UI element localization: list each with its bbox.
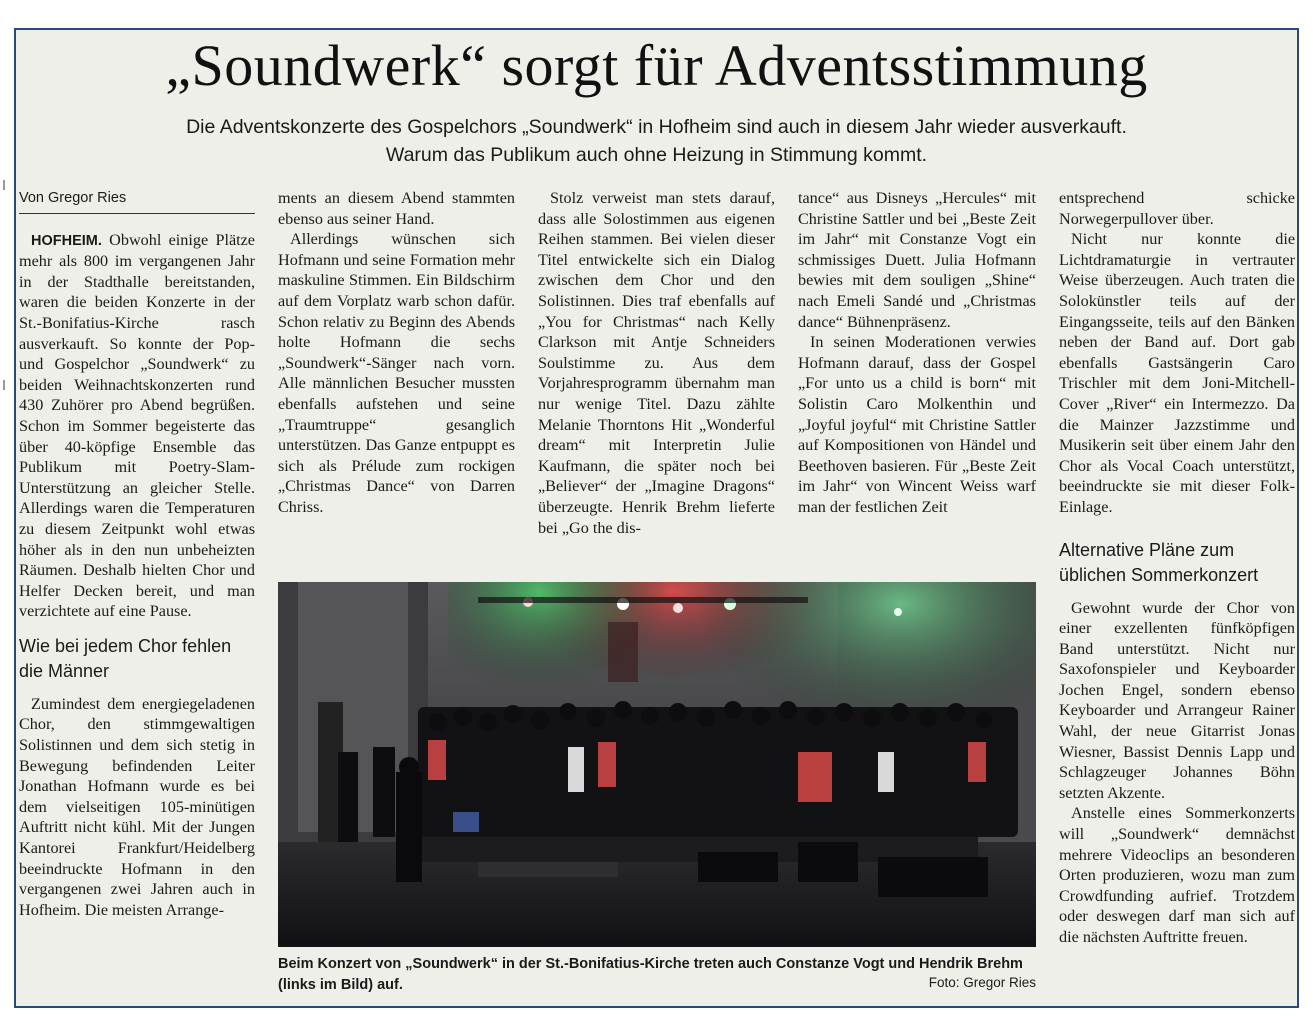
subheadline-line: Die Adventskonzerte des Gospelchors „Soundwerk“ in Hofheim sind auch in diesem Jahr wieder ausverkauft. [186,116,1127,138]
paragraph: ments an diesem Abend stammten ebenso aus seiner Hand. [278,189,515,228]
subheading: Wie bei jedem Chor fehlen die Männer [19,635,232,681]
paragraph: Zumindest dem energiegeladenen Chor, den stimmgewaltigen Solistinnen und dem sich stetig in Bewegung befindenden Leiter Jonathan Hofmann wurde es bei dem vielseitigen 105-minütigen Auftritt nicht kühl. Mit der Jungen Kantorei Frankfurt/Heidelberg beeindruckte Hofmann in den vergangenen zwei Jahren auch in Hofheim. Die meisten Arrange- [19,694,255,919]
dateline: HOFHEIM. [31,232,102,249]
subheadline-line: Warum das Publikum auch ohne Heizung in Stimmung kommt. [385,144,928,166]
article-column-5 [1059,188,1295,948]
article-column-3 [538,188,775,538]
margin-mark [3,380,5,390]
paragraph [19,230,255,622]
subheading: Alternative Pläne zum üblichen Sommerkonzert [1059,539,1259,585]
paragraph: In seinen Moderationen verwies Hofmann darauf, dass der Gospel „For unto us a child is born“ mit Solistin Caro Molkenthin und „Joyful joyful“ mit Christine Sattler auf Kompositionen von Händel und Beethoven basieren. Für „Beste Zeit im Jahr“ von Wincent Weiss warf man der festlichen Zeit [798,333,1036,516]
paragraph: tance“ aus Disneys „Hercules“ mit Christine Sattler und bei „Beste Zeit im Jahr“ mit Constanze Vogt ein schmissiges Duett. Julia Hofmann bewies mit dem souligen „Shine“ nach Emeli Sandé und „Christmas dance“ Bühnenpräsenz. [798,189,1036,331]
photo-caption: Beim Konzert von „Soundwerk“ in der St.-Bonifatius-Kirche treten auch Constanze Vogt und Hendrik Brehm (links im Bild) auf. [278,956,1023,993]
paragraph-text: Obwohl einige Plätze mehr als 800 im vergangenen Jahr in der Stadthalle bereitstanden, waren die beiden Konzerte in der St.-Bonifatius-Kirche rasch ausverkauft. So konnte der Pop- und Gospelchor „Soundwerk“ zu beiden Weihnachtskonzerten rund 430 Zuhörer pro Abend begrüßen. Schon im Sommer begeisterte das über 40-köpfige Ensemble das Publikum mit Poetry-Slam-Unterstützung an gleicher Stelle. Allerdings waren die Temperaturen zu diesem Zeitpunkt wohl etwas höher als in den nun unbeheizten Räumen. Deshalb hielten Chor und Helfer Decken bereit, und man verzichtete auf eine Pause. [19,230,255,621]
paragraph: Allerdings wünschen sich Hofmann und seine Formation mehr maskuline Stimmen. Ein Bildschirm auf dem Vorplatz warb schon dafür. Schon relativ zu Beginn des Abends holte Hofmann die sechs „Soundwerk“-Sänger nach vorn. Alle männlichen Besucher mussten ebenfalls aufstehen und seine „Traumtruppe“ gesanglich unterstützen. Das Ganze entpuppt es sich als Prélude zum rockigen „Christmas Dance“ von Darren Chriss. [278,230,515,516]
byline: Von Gregor Ries [19,188,255,214]
article-column-1 [19,188,255,920]
concert-photo-illustration [278,582,1036,947]
headline: „Soundwerk“ sorgt für Adventsstimmung [165,33,1148,98]
concert-photo [278,582,1036,947]
photo-credit: Foto: Gregor Ries [928,975,1036,990]
margin-mark [3,180,5,190]
article-column-4 [798,188,1036,518]
paragraph: entsprechend schicke Norwegerpullover über. [1059,189,1295,228]
paragraph: Stolz verweist man stets darauf, dass alle Solostimmen aus eigenen Reihen stammen. Bei vielen dieser Titel entwickelte sich ein Dialog zwischen dem Chor und den Solistinnen. Dies traf ebenfalls auf „You for Christmas“ nach Kelly Clarkson mit Antje Schneiders Soulstimme zu. Aus dem Vorjahresprogramm übernahm man nur wenige Titel. Dazu zählte Melanie Thorntons Hit „Wonderful dream“ mit Interpretin Julie Kaufmann, die später noch bei „Believer“ der „Imagine Dragons“ überzeugte. Henrik Brehm lieferte bei „Go the dis- [538,189,775,537]
paragraph: Nicht nur konnte die Lichtdramaturgie in vertrauter Weise überzeugen. Auch traten die Solokünstler teils auf der Eingangsseite, teils auf den Bänken neben der Band auf. Dort gab ebenfalls Gastsängerin Caro Trischler mit dem Joni-Mitchell-Cover „River“ ein Intermezzo. Da die Mainzer Jazzstimme und Musikerin seit über einem Jahr den Chor als Vocal Coach unterstützt, beeindruckte sie mit dieser Folk-Einlage. [1059,230,1295,516]
paragraph: Gewohnt wurde der Chor von einer exzellenten fünfköpfigen Band unterstützt. Nicht nur Saxofonspieler und Keyboarder Jochen Engel, sondern ebenso Keyboarder und Arrangeur Rainer Wahl, der neue Gitarrist Jonas Wiesner, Bassist Dennis Lapp und Schlagzeuger Johannes Böhn setzten Akzente. [1059,598,1295,802]
subheadline [0,113,1313,169]
article-column-2 [278,188,515,518]
paragraph: Anstelle eines Sommerkonzerts will „Soundwerk“ demnächst mehrere Videoclips an besonderen Orten produzieren, wozu man zum Crowdfunding aufrief. Trotzdem oder deswegen darf man sich auf die nächsten Auftritte freuen. [1059,804,1295,946]
